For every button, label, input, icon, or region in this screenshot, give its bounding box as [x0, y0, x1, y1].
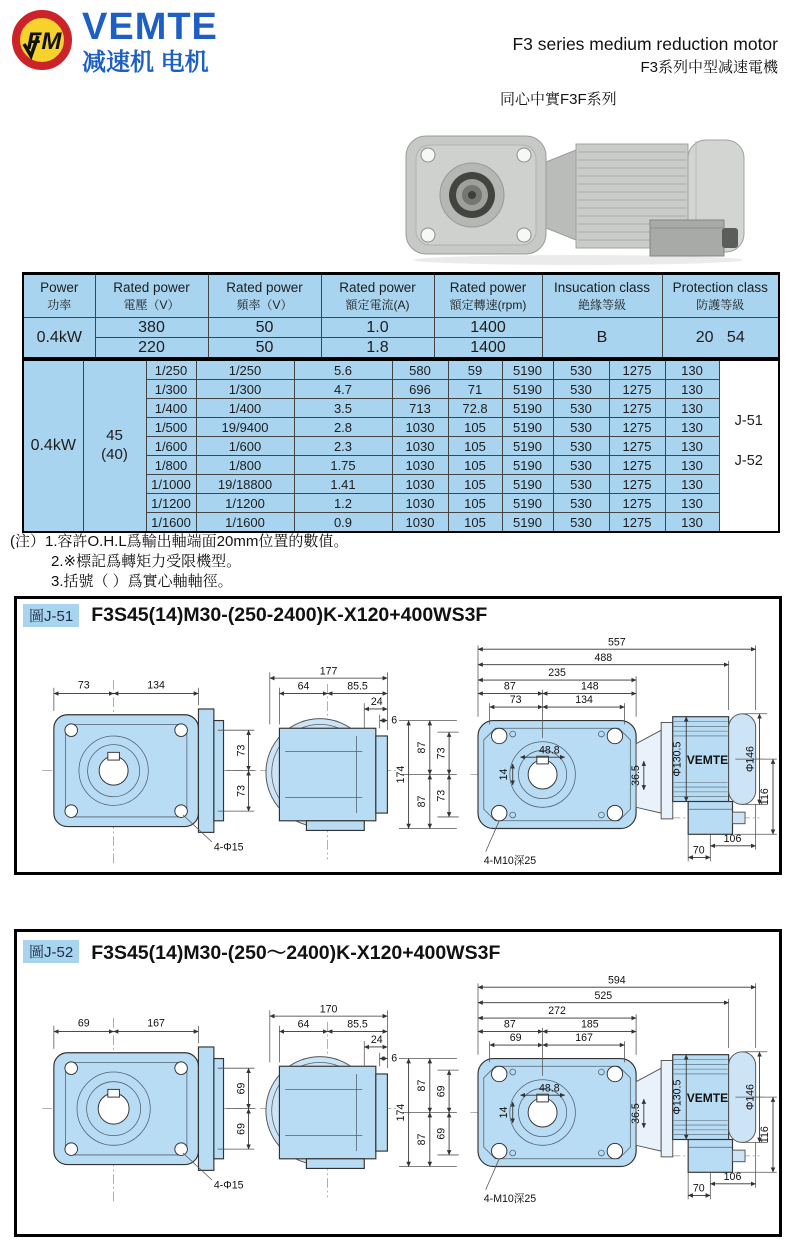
dim-label: 48.8 [539, 744, 560, 757]
dim-label: 148 [580, 680, 599, 693]
dim-label: 73 [509, 694, 522, 707]
dim-label: 69 [235, 1082, 248, 1095]
dim-label: 525 [594, 989, 613, 1002]
dim-label: 69 [435, 1085, 448, 1098]
insulation-class: B [542, 318, 662, 359]
logo-mark: FM [26, 28, 62, 55]
logo-badge-icon [10, 8, 74, 72]
cell: 1.8 [321, 338, 434, 359]
figure-j52 [14, 929, 782, 1237]
dim-label: 24 [370, 696, 383, 709]
table-row: 1/400 1/400 3.5 713 72.8 5190 530 1275 130 [23, 399, 779, 418]
table-row: 1/1200 1/1200 1.2 1030 105 5190 530 1275 130 [23, 494, 779, 513]
table-row: 1/500 19/9400 2.8 1030 105 5190 530 1275 130 [23, 418, 779, 437]
col-current: Rated power 額定電流(A) [321, 274, 434, 318]
spec-tables [22, 272, 778, 533]
note-line: 2.※標記爲轉矩力受限機型。 [51, 553, 242, 570]
brand-tagline: 减速机 电机 [82, 48, 209, 76]
dim-label: Φ146 [744, 1084, 757, 1111]
dim-label: 69 [435, 1127, 448, 1140]
figure-tag: 圖J-52 [23, 940, 79, 963]
table-row: 1/1600 1/1600 0.9 1030 105 5190 530 1275 130 [23, 513, 779, 533]
dim-label: 185 [580, 1018, 599, 1031]
dim-label: 73 [435, 747, 448, 760]
cell: 1400 [434, 338, 542, 359]
dim-label: 272 [548, 1005, 566, 1018]
table-row: 1/600 1/600 2.3 1030 105 5190 530 1275 130 [23, 437, 779, 456]
note-line: (注）1.容許O.H.L爲輸出軸端面20mm位置的數值。 [10, 533, 349, 550]
motor-brand-label: VEMTE [686, 752, 729, 767]
col-frequency: Rated power 頻率（V） [208, 274, 321, 318]
cell: 1400 [434, 318, 542, 338]
dim-label: 70 [692, 844, 705, 857]
dim-label: 557 [607, 636, 626, 649]
dim-label: 174 [394, 1103, 407, 1122]
figure-tag: 圖J-51 [23, 604, 79, 627]
dim-label: 70 [692, 1182, 705, 1195]
brand-name: VEMTE [82, 6, 218, 48]
dim-label: 85.5 [347, 1018, 368, 1031]
figure-j52-header [17, 932, 779, 965]
table-row: 1/800 1/800 1.75 1030 105 5190 530 1275 130 [23, 456, 779, 475]
cell: 50 [208, 338, 321, 359]
dim-label: 69 [509, 1032, 522, 1045]
dim-label: 69 [235, 1123, 248, 1135]
dim-label: 594 [607, 974, 626, 987]
dim-label: 134 [147, 679, 165, 692]
dim-label: 87 [415, 1133, 428, 1146]
dim-label: 235 [548, 667, 566, 680]
dim-label: 87 [503, 1018, 516, 1031]
dim-label: 167 [147, 1017, 165, 1030]
cell: 50 [208, 318, 321, 338]
model-code: F3S45(14)M30-(250-2400)K-X120+400WS3F [91, 604, 488, 626]
col-power: Power 功率 [23, 274, 95, 318]
dim-label: 170 [319, 1003, 338, 1016]
side-view [260, 1003, 399, 1197]
dim-label: 116 [759, 1126, 772, 1144]
dim-label: 116 [759, 788, 772, 806]
dim-label: 69 [77, 1017, 90, 1030]
note-line: 3.括號（ ）爲實心軸軸徑。 [51, 573, 233, 590]
dim-label: 36.5 [630, 765, 642, 786]
dim-label: 73 [77, 679, 90, 692]
protection-class: 20 54 [662, 318, 779, 359]
rating-row-380 [23, 318, 779, 338]
dim-label: Φ130.5 [671, 1079, 684, 1115]
dim-label: 73 [235, 744, 248, 757]
motor-brand-label: VEMTE [686, 1090, 729, 1105]
dim-label: 488 [594, 651, 613, 664]
side-view [260, 665, 399, 859]
shaft-diameter: 45 (40) [83, 360, 146, 532]
front-view [42, 680, 256, 863]
dim-label: Φ146 [744, 746, 757, 773]
table-row: 1/1000 19/18800 1.41 1030 105 5190 530 1275 130 [23, 475, 779, 494]
dim-label: 4-Φ15 [213, 1179, 244, 1192]
dim-label: 87 [415, 741, 428, 754]
dim-label: 134 [575, 694, 593, 707]
dim-label: 106 [723, 1171, 742, 1184]
model-code: F3S45(14)M30-(250～2400)K-X120+400WS3F [91, 942, 501, 964]
dim-label: 24 [370, 1034, 383, 1047]
technical-drawing-j51 [17, 628, 779, 869]
dim-label: 87 [415, 1079, 428, 1092]
power-value: 0.4kW [23, 360, 83, 532]
figure-ref-1: J-51 [734, 413, 763, 429]
dim-label: 6 [391, 1052, 398, 1065]
technical-drawing-j52 [17, 966, 779, 1207]
ratio-table [22, 359, 780, 533]
table-row: 1/300 1/300 4.7 696 71 5190 530 1275 130 [23, 380, 779, 399]
dim-label: 4-Φ15 [213, 841, 244, 854]
dim-label: 64 [297, 1018, 310, 1031]
col-protection: Protection class 防護等級 [662, 274, 779, 318]
col-insulation: Insucation class 絶緣等級 [542, 274, 662, 318]
figure-ref-column [719, 360, 779, 532]
dim-label: 177 [319, 665, 338, 678]
dim-label: 14 [497, 1106, 510, 1119]
col-voltage: Rated power 電壓（V） [95, 274, 208, 318]
series-subtitle: 同心中實F3F系列 [500, 91, 617, 108]
dim-label: 36.5 [630, 1103, 642, 1124]
cell: 380 [95, 318, 208, 338]
dim-label: 4-M10深25 [483, 1193, 537, 1206]
height-dims [395, 721, 459, 829]
figure-j51 [14, 596, 782, 875]
title-en: F3 series medium reduction motor [512, 34, 778, 54]
dim-label: 6 [391, 714, 398, 727]
rating-header-row [23, 274, 779, 318]
dim-label: 87 [503, 680, 516, 693]
title-zh: F3系列中型减速電機 [640, 59, 778, 76]
assembly-view [470, 636, 777, 867]
product-photo [398, 124, 762, 266]
table-row: 0.4kW 45 (40) 1/250 1/250 5.6 580 59 5190 530 1275 130 J-51 J-52 [23, 360, 779, 380]
dim-label: 73 [235, 785, 248, 797]
front-view [42, 1018, 256, 1201]
dim-label: 106 [723, 833, 742, 846]
dim-label: 73 [435, 789, 448, 802]
col-speed: Rated power 額定轉速(rpm) [434, 274, 542, 318]
cell: 220 [95, 338, 208, 359]
footnotes [10, 532, 348, 592]
dim-label: 48.8 [539, 1082, 560, 1095]
page-titles [512, 34, 778, 77]
dim-label: 14 [497, 768, 510, 781]
dim-label: 64 [297, 680, 310, 693]
dim-label: 167 [575, 1032, 593, 1045]
dim-label: Φ130.5 [671, 741, 684, 777]
cell: 1.0 [321, 318, 434, 338]
dim-label: 4-M10深25 [483, 855, 537, 868]
height-dims [395, 1059, 459, 1167]
assembly-view [470, 974, 777, 1205]
power-value: 0.4kW [23, 318, 95, 359]
rating-table [22, 272, 780, 359]
dim-label: 87 [415, 795, 428, 808]
dim-label: 174 [394, 765, 407, 784]
figure-j51-header [17, 599, 779, 627]
dim-label: 85.5 [347, 680, 368, 693]
brand-logo [10, 8, 218, 75]
figure-ref-2: J-52 [734, 453, 763, 469]
